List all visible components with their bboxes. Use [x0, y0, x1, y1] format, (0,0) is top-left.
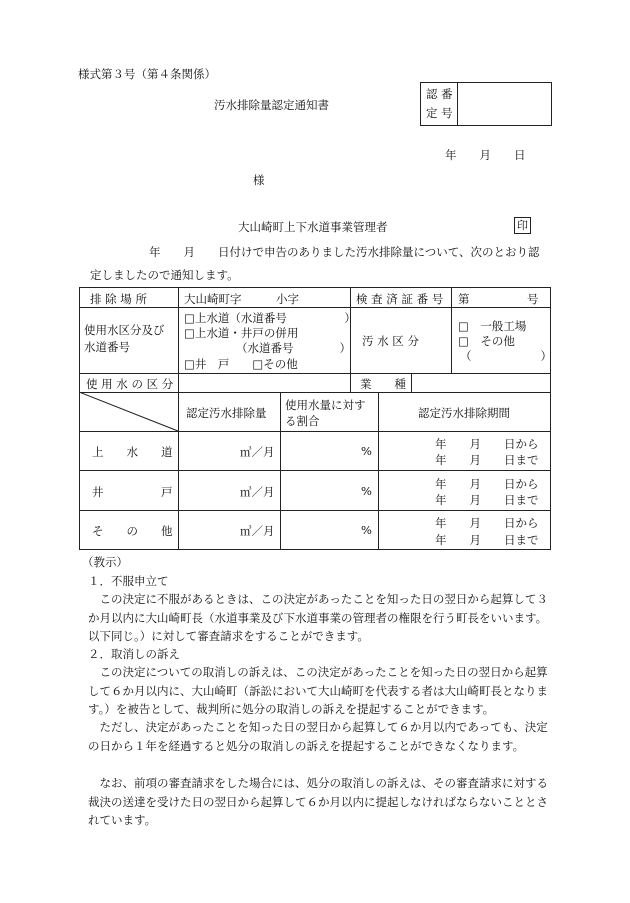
- header-ratio-line-1: 使用水量に対す: [285, 398, 366, 412]
- sewage-type-label: 汚 水 区 分: [362, 334, 419, 348]
- row-period-to: 年 月 日まで: [435, 453, 539, 467]
- water-type-label-2: 水道番号: [84, 340, 130, 354]
- row-label-water-supply: 上 水 道: [92, 445, 173, 459]
- row-period-from: 年 月 日から: [435, 516, 539, 530]
- notes-section-2-title: ２．取消しの訴え: [88, 647, 180, 661]
- row-period-from: 年 月 日から: [435, 477, 539, 491]
- header-approved-amount: 認定汚水排除量: [186, 406, 267, 420]
- row-percent: %: [361, 484, 372, 498]
- header-ratio-line-2: る割合: [285, 414, 320, 428]
- inspection-number-value: 第 号: [458, 292, 539, 306]
- notes-heading: （教示）: [82, 555, 128, 569]
- sewage-option-factory: □ 一般工場: [458, 319, 527, 333]
- discharge-place-label: 排 除 場 所: [90, 292, 147, 306]
- inspection-number-label: 検 査 済 証 番 号: [356, 292, 444, 306]
- cert-label-bottom: 定 号: [426, 106, 453, 120]
- row-unit: ㎥／月: [240, 524, 275, 538]
- seal-mark: [514, 217, 531, 234]
- recipient-suffix: 様: [253, 173, 265, 187]
- intro-line-1: 年 月 日付けで申告のありました汚水排除量について、次のとおり認: [149, 245, 540, 259]
- date-line: 年 月 日: [445, 148, 526, 162]
- water-option-city: □上水道（水道番号 ）: [184, 311, 356, 325]
- header-diagonal: [79, 392, 179, 432]
- notes-section-2-para-2: ただし、決定があったことを知った日の翌日から起算して６か月以内であっても、決定の日から１年を経過すると処分の取消しの訴えを提起することができなくなります。: [88, 720, 548, 753]
- water-option-combined: □上水道・井戸の併用: [184, 326, 299, 340]
- notes-section-1-title: １．不服申立て: [88, 574, 169, 588]
- notes-section-1-body: この決定に不服があるときは、この決定があったことを知った日の翌日から起算して３か月以内に大山崎町長（水道事業及び下水道事業の管理者の権限を行う町長をいいます。以下同じ。）に対して審査請求をすることができます。: [88, 592, 548, 643]
- cert-label-top: 認 番: [426, 87, 453, 101]
- issuer-name: 大山崎町上下水道事業管理者: [238, 220, 388, 234]
- row-unit: ㎥／月: [240, 445, 275, 459]
- row-label-well: 井 戸: [92, 485, 173, 499]
- water-option-number: （水道番号 ）: [236, 341, 351, 355]
- row-period-to: 年 月 日まで: [435, 493, 539, 507]
- document-title: 汚水排除量認定通知書: [214, 98, 329, 112]
- seal-text: 印: [517, 219, 528, 232]
- row-label-other: そ の 他: [92, 524, 173, 538]
- row-unit: ㎥／月: [240, 485, 275, 499]
- sewage-option-other: □ その他: [458, 334, 515, 348]
- water-type-label-1: 使用水区分及び: [84, 323, 165, 337]
- row-percent: %: [361, 523, 372, 537]
- discharge-place-value: 大山崎町字 小字: [184, 292, 299, 306]
- intro-line-2: 定しましたので通知します。: [90, 268, 239, 282]
- usage-type-label: 使 用 水 の 区 分: [86, 377, 174, 391]
- business-type-label: 業 種: [360, 377, 406, 391]
- row-period-to: 年 月 日まで: [435, 533, 539, 547]
- sewage-option-blank: （ ）: [460, 349, 552, 363]
- row-percent: %: [361, 444, 372, 458]
- water-option-well-other: □井 戸 □その他: [184, 357, 298, 371]
- row-period-from: 年 月 日から: [435, 437, 539, 451]
- notes-section-2-para-3: なお、前項の審査請求をした場合には、処分の取消しの訴えは、その審査請求に対する裁決の送達を受けた日の翌日から起算して６か月以内に提起しなければならないこととされています。: [88, 776, 548, 827]
- notes-section-2-para-1: この決定についての取消しの訴えは、この決定があったことを知った日の翌日から起算して６か月以内に、大山崎町（訴訟において大山崎町を代表する者は大山崎町長となります。）を被告として、裁判所に処分の取消しの訴えを提起することができます。: [88, 665, 548, 716]
- header-approved-period: 認定汚水排除期間: [418, 406, 510, 420]
- form-number: 様式第３号（第４条関係）: [78, 67, 216, 81]
